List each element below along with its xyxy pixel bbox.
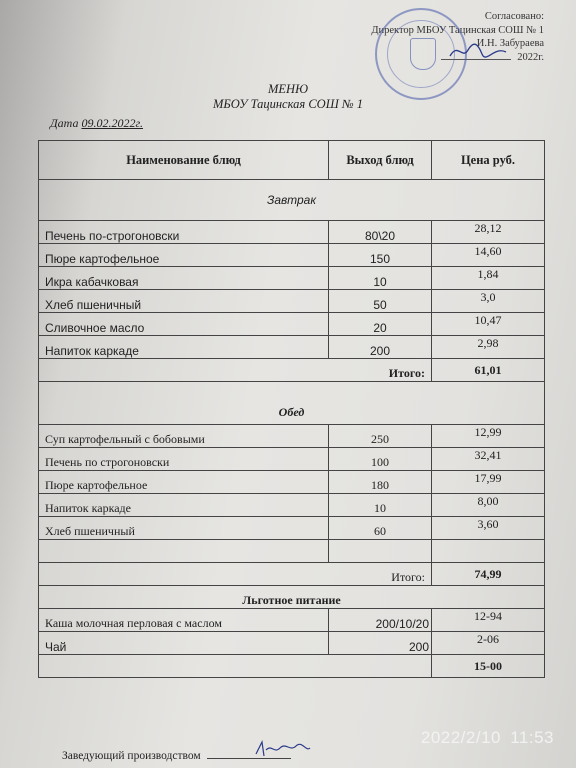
section-breakfast: [39, 180, 545, 221]
date-line: [50, 116, 143, 131]
table-row: [39, 290, 545, 313]
dish-output: 10: [329, 267, 432, 290]
date-label: Дата: [50, 116, 79, 130]
section-lunch: [39, 382, 545, 425]
table-row: [39, 221, 545, 244]
empty-cell: [432, 540, 545, 563]
dish-output: 50: [329, 290, 432, 313]
header-output: Выход блюд: [329, 141, 432, 180]
section-preferential: [39, 586, 545, 609]
dish-output: 80\20: [329, 221, 432, 244]
table-header: [39, 141, 545, 180]
dish-name: Напиток каркаде: [39, 336, 329, 359]
lunch-total-value: 74,99: [432, 563, 545, 586]
header-name: Наименование блюд: [39, 141, 329, 180]
dish-name: Пюре картофельное: [39, 471, 329, 494]
dish-name: Сливочное масло: [39, 313, 329, 336]
photo-timestamp: 2022/2/10 11:53: [420, 728, 554, 747]
approval-director: Директор МБОУ Тацинская СОШ № 1: [371, 24, 544, 36]
dish-output: 60: [329, 517, 432, 540]
dish-price: 1,84: [432, 267, 545, 290]
preferential-total-value: 15-00: [432, 655, 545, 678]
date-value: 09.02.2022г.: [81, 116, 143, 130]
header-price: Цена руб.: [432, 141, 545, 180]
dish-name: Икра кабачковая: [39, 267, 329, 290]
dish-price: 8,00: [432, 494, 545, 517]
preferential-rows: [39, 609, 545, 655]
dish-price: 12,99: [432, 425, 545, 448]
lunch-total-label: Итого:: [39, 563, 432, 586]
breakfast-total-value: 61,01: [432, 359, 545, 382]
breakfast-rows: [39, 221, 545, 359]
dish-price: 10,47: [432, 313, 545, 336]
table-row: [39, 632, 545, 655]
dish-output: 150: [329, 244, 432, 267]
section-preferential-title: Льготное питание: [39, 586, 545, 609]
table-row: [39, 494, 545, 517]
dish-output: 250: [329, 425, 432, 448]
footer-label: Заведующий производством: [62, 750, 201, 762]
dish-name: Хлеб пшеничный: [39, 517, 329, 540]
dish-price: 3,60: [432, 517, 545, 540]
dish-name: Каша молочная перловая с маслом: [39, 609, 329, 632]
dish-name: Пюре картофельное: [39, 244, 329, 267]
table-row: [39, 609, 545, 632]
table-row: [39, 425, 545, 448]
title-menu: МЕНЮ: [268, 82, 308, 96]
dish-output: 100: [329, 448, 432, 471]
director-signature-icon: [448, 40, 508, 62]
table-row: [39, 517, 545, 540]
title-school: МБОУ Тацинская СОШ № 1: [212, 97, 364, 111]
approval-year: 2022г.: [517, 51, 544, 63]
dish-price: 2-06: [432, 632, 545, 655]
dish-name: Чай: [39, 632, 329, 655]
page-title: [0, 82, 576, 112]
dish-output: 180: [329, 471, 432, 494]
dish-output: 200/10/20: [329, 609, 432, 632]
empty-cell: [329, 540, 432, 563]
preferential-total-label: [39, 655, 432, 678]
dish-price: 32,41: [432, 448, 545, 471]
breakfast-total-row: [39, 359, 545, 382]
table-row: [39, 244, 545, 267]
breakfast-total-label: Итого:: [39, 359, 432, 382]
empty-cell: [39, 540, 329, 563]
section-lunch-title: Обед: [39, 382, 545, 425]
manager-signature-icon: [252, 738, 312, 760]
lunch-empty-row: [39, 540, 545, 563]
approval-name: И.Н. Забураева: [476, 38, 544, 49]
table-row: [39, 313, 545, 336]
stamp-emblem-icon: [410, 38, 436, 70]
dish-output: 10: [329, 494, 432, 517]
dish-price: 12-94: [432, 609, 545, 632]
lunch-total-row: [39, 563, 545, 586]
dish-price: 14,60: [432, 244, 545, 267]
section-breakfast-title: Завтрак: [39, 180, 545, 221]
dish-price: 28,12: [432, 221, 545, 244]
dish-output: 200: [329, 336, 432, 359]
menu-table: [38, 140, 545, 678]
dish-price: 3,0: [432, 290, 545, 313]
dish-price: 17,99: [432, 471, 545, 494]
lunch-rows: [39, 425, 545, 540]
table-row: [39, 267, 545, 290]
dish-name: Печень по-строгоновски: [39, 221, 329, 244]
dish-name: Хлеб пшеничный: [39, 290, 329, 313]
dish-name: Суп картофельный с бобовыми: [39, 425, 329, 448]
table-row: [39, 336, 545, 359]
approval-heading: Согласовано:: [484, 11, 544, 22]
table-row: [39, 471, 545, 494]
dish-name: Напиток каркаде: [39, 494, 329, 517]
table-row: [39, 448, 545, 471]
preferential-total-row: [39, 655, 545, 678]
dish-output: 20: [329, 313, 432, 336]
dish-price: 2,98: [432, 336, 545, 359]
dish-output: 200: [329, 632, 432, 655]
dish-name: Печень по строгоновски: [39, 448, 329, 471]
